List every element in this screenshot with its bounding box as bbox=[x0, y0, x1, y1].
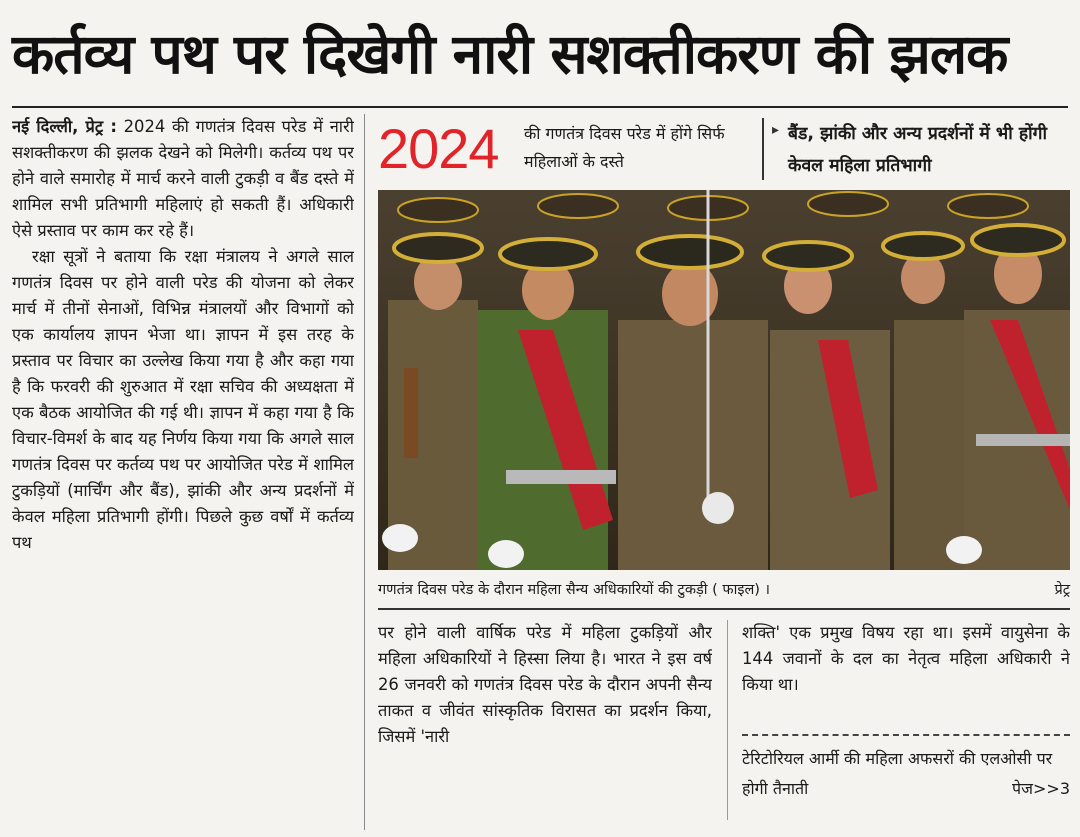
parade-photo-illustration bbox=[378, 190, 1070, 570]
photo-caption bbox=[378, 576, 1070, 604]
dateline: नई दिल्ली, प्रेट्र : bbox=[12, 117, 117, 136]
headline-rule bbox=[12, 106, 1068, 108]
banner-subtitle: की गणतंत्र दिवस परेड में होंगे सिर्फ महिलाओं के दस्ते bbox=[524, 124, 725, 171]
banner-highlight: बैंड, झांकी और अन्य प्रदर्शनों में भी होंगी केवल महिला प्रतिभागी bbox=[788, 124, 1048, 176]
arrow-right-icon: ▸ bbox=[772, 122, 780, 138]
paragraph-2: रक्षा सूत्रों ने बताया कि रक्षा मंत्रालय ने अगले साल गणतंत्र दिवस पर होने वाली परेड की योजना को लेकर मार्च में तीनों सेनाओं, विभिन्न मंत्रालयों और विभागों को एक कार्यालय ज्ञापन भेजा था। ज्ञापन में इस तरह के प्रस्ताव पर विचार का उल्लेख किया गया है और कहा गया है कि फरवरी की शुरुआत में रक्षा सचिव की अध्यक्षता में एक बैठक आयोजित की गई थी। ज्ञापन में कहा गया है कि विचार-विमर्श के बाद यह निर्णय किया गया कि अगले साल गणतंत्र दिवस पर कर्तव्य पथ पर आयोजित परेड में शामिल टुकड़ियों (मार्चिंग और बैंड), झांकी और अन्य प्रदर्शनों में केवल महिला प्रतिभागी होंगी। पिछले कुछ वर्षों में कर्तव्य पथ bbox=[12, 247, 354, 552]
article-column-left bbox=[12, 114, 354, 830]
article-column-right: शक्ति' एक प्रमुख विषय रहा था। इसमें वायुसेना के 144 जवानों के दल का नेतृत्व महिला अधिकारी ने किया था। bbox=[742, 623, 1070, 694]
infobox-banner bbox=[378, 112, 1070, 186]
caption-text: गणतंत्र दिवस परेड के दौरान महिला सैन्य अधिकारियों की टुकड़ी ( फाइल) । bbox=[378, 582, 771, 598]
caption-rule bbox=[378, 608, 1070, 610]
page-reference: पेज>>3 bbox=[1012, 779, 1070, 798]
paragraph-1-text: 2024 की गणतंत्र दिवस परेड में नारी सशक्तीकरण की झलक देखने को मिलेगी। कर्तव्य पथ पर होने वाले समारोह में मार्च करने वाली टुकड़ी व बैंड दस्ते में शामिल सभी प्रतिभागी महिलाएं हो सकती हैं। अधिकारी ऐसे प्रस्ताव पर काम कर रहे हैं। bbox=[12, 117, 354, 240]
banner-divider bbox=[762, 118, 764, 180]
teaser-dashed-rule bbox=[742, 734, 1070, 736]
photo-credit: प्रेट्र bbox=[1054, 582, 1070, 598]
headline: कर्तव्य पथ पर दिखेगी नारी सशक्तीकरण की झलक bbox=[12, 22, 1008, 86]
article-column-middle: पर होने वाली वार्षिक परेड में महिला टुकड़ियों और महिला अधिकारियों ने हिस्सा लिया है। भारत ने इस वर्ष 26 जनवरी को गणतंत्र दिवस परेड के दौरान अपनी सैन्य ताकत व जीवंत सांस्कृतिक विरासत का प्रदर्शन किया, जिसमें 'नारी bbox=[378, 623, 712, 746]
banner-year: 2024 bbox=[378, 117, 499, 180]
column-divider bbox=[364, 114, 365, 830]
paragraph-1 bbox=[12, 114, 354, 244]
teaser-text: टेरिटोरियल आर्मी की महिला अफसरों की एलओसी पर होगी तैनाती bbox=[742, 749, 1053, 798]
parade-photo bbox=[378, 190, 1070, 570]
teaser-box bbox=[742, 744, 1070, 804]
column-divider-2 bbox=[727, 620, 728, 820]
